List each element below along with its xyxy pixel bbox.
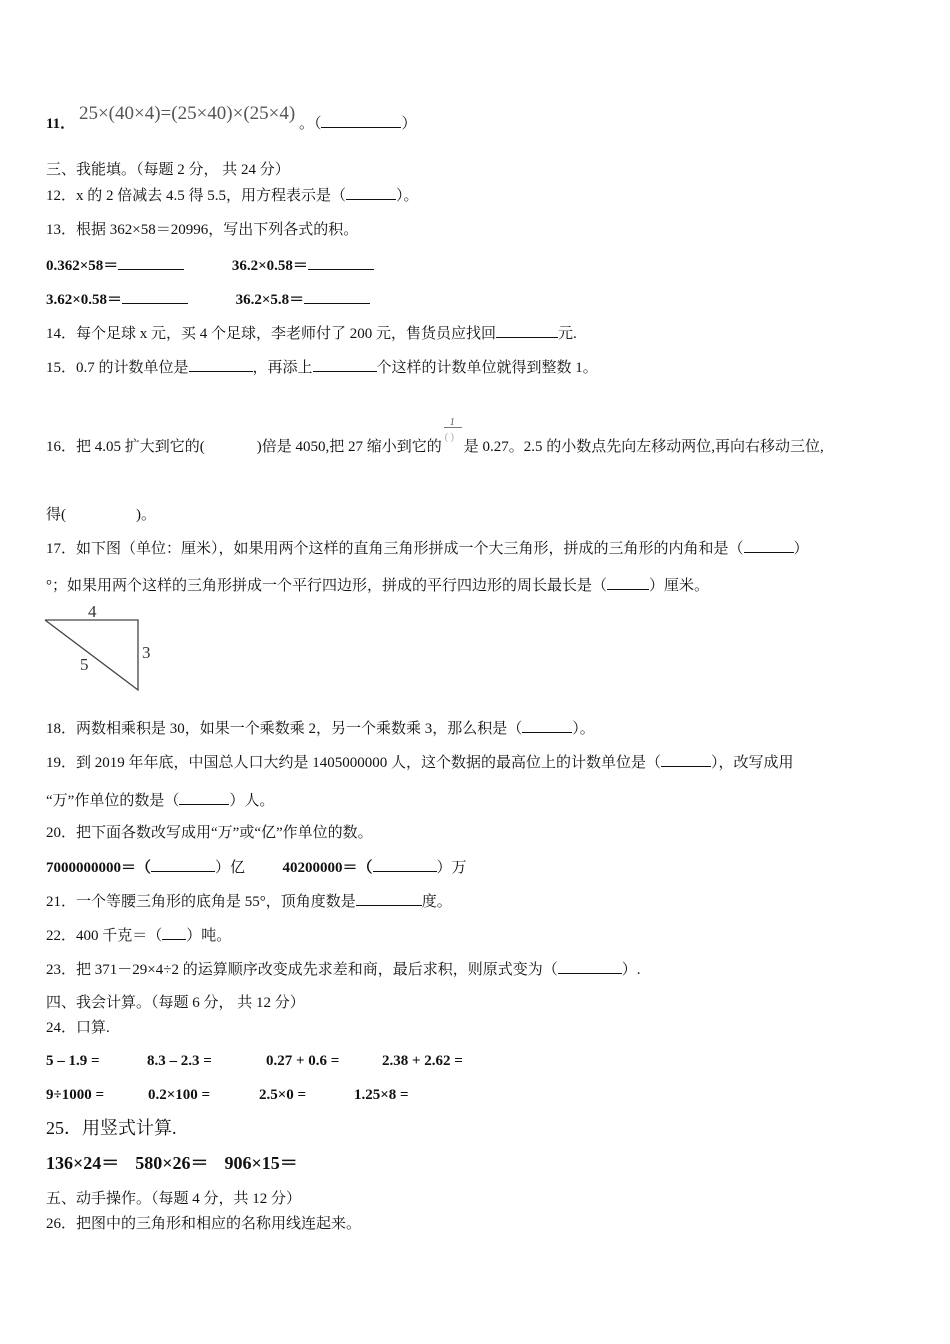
q17-blank-1[interactable] (744, 538, 794, 553)
q23-text: 23．把 371－29×4÷2 的运算顺序改变成先求差和商，最后求积，则原式变为（ (46, 962, 558, 978)
q24-row-2 (46, 1085, 409, 1105)
q20-a-pre: 7000000000＝（ (46, 860, 152, 876)
q25-row (46, 1153, 298, 1173)
q13-item-2: 36.2×0.58＝ (231, 258, 308, 274)
q11-answer-blank[interactable] (321, 113, 401, 128)
question-26: 26．把图中的三角形和相应的名称用线连起来。 (46, 1216, 362, 1232)
q13-item-1: 0.362×58＝ (46, 258, 119, 274)
q21-text: 21．一个等腰三角形的底角是 55°，顶角度数是 (46, 894, 356, 910)
q11-suffix: 。（ (298, 116, 322, 132)
q16-part-3: 是 0.27。2.5 的小数点先向左移动两位,再向右移动三位, (463, 439, 824, 455)
q11-number: 11． (46, 116, 76, 132)
section-5-heading: 五、动手操作。（每题 4 分，共 12 分） (46, 1191, 302, 1207)
q22-text: 22．400 千克＝（ (46, 928, 163, 944)
q19-mid: ），改写成用 (711, 755, 794, 771)
triangle-label-top: 4 (88, 602, 97, 621)
q12-answer-blank[interactable] (346, 185, 396, 200)
q13-blank-4[interactable] (304, 289, 370, 304)
q17-line2-b: ）厘米。 (649, 578, 710, 594)
q17-blank-2[interactable] (607, 575, 649, 590)
q13-item-3: 3.62×0.58＝ (46, 292, 123, 308)
q15-text: 15．0.7 的计数单位是 (46, 360, 189, 376)
q24-item-2: 8.3 – 2.3 = (147, 1053, 212, 1069)
q16-line2-a: 得( (46, 507, 66, 523)
q20-blank-b[interactable] (373, 857, 437, 872)
q13-blank-2[interactable] (308, 255, 374, 270)
q19-line2-b: ）人。 (229, 793, 275, 809)
question-20: 20．把下面各数改写成用“万”或“亿”作单位的数。 (46, 825, 373, 841)
q23-answer-blank[interactable] (558, 959, 622, 974)
q24-item-5: 9÷1000 = (46, 1087, 105, 1103)
q16-line-2 (46, 505, 156, 525)
question-21 (46, 891, 452, 912)
q13-blank-1[interactable] (118, 255, 184, 270)
question-15 (46, 357, 598, 378)
q24-item-4: 2.38 + 2.62 = (382, 1053, 463, 1069)
q24-item-7: 2.5×0 = (259, 1087, 307, 1103)
q22-end: ）吨。 (186, 928, 232, 944)
q17-line1-end: ） (793, 541, 809, 557)
question-13: 13．根据 362×58＝20996，写出下列各式的积。 (46, 222, 359, 238)
right-triangle-figure (40, 600, 170, 700)
q19-line-2 (46, 790, 274, 811)
q19-blank-1[interactable] (661, 752, 711, 767)
q21-end: 度。 (421, 894, 452, 910)
q11-equation: 25×(40×4)=(25×40)×(25×4) (78, 103, 296, 124)
fraction-numerator: 1 (449, 417, 455, 428)
question-24: 24．口算. (46, 1020, 110, 1036)
q24-item-3: 0.27 + 0.6 = (266, 1053, 340, 1069)
q13-row-2 (46, 289, 370, 310)
question-16 (46, 417, 824, 457)
triangle-label-right: 3 (142, 643, 151, 662)
section-3-heading: 三、我能填。（每题 2 分， 共 24 分） (46, 162, 290, 178)
q19-text: 19．到 2019 年年底，中国总人口大约是 1405000000 人，这个数据的最高位上的计数单位是（ (46, 755, 662, 771)
question-12 (46, 185, 419, 206)
q25-item-2: 580×26＝ (135, 1153, 209, 1173)
q25-item-1: 136×24＝ (46, 1153, 120, 1173)
q21-answer-blank[interactable] (356, 891, 422, 906)
q18-text: 18．两数相乘积是 30，如果一个乘数乘 2，另一个乘数乘 3，那么积是（ (46, 721, 523, 737)
q19-line2-a: “万”作单位的数是（ (46, 793, 180, 809)
q24-item-1: 5 – 1.9 = (46, 1053, 100, 1069)
q11-end: ） (401, 116, 417, 132)
q13-blank-3[interactable] (122, 289, 188, 304)
q14-end: 元. (558, 326, 577, 342)
question-22 (46, 925, 231, 946)
q18-answer-blank[interactable] (522, 718, 572, 733)
q17-line-2 (46, 575, 709, 596)
q25-item-3: 906×15＝ (224, 1153, 298, 1173)
q12-end: ）。 (396, 188, 419, 204)
q14-text: 14．每个足球 x 元，买 4 个足球，李老师付了 200 元，售货员应找回 (46, 326, 497, 342)
q17-line2-a: °；如果用两个这样的三角形拼成一个平行四边形，拼成的平行四边形的周长最长是（ (46, 578, 608, 594)
q13-item-4: 36.2×5.8＝ (235, 292, 305, 308)
q20-a-post: ）亿 (215, 860, 246, 876)
q20-blank-a[interactable] (151, 857, 215, 872)
q23-end: ）. (621, 962, 641, 978)
q20-row (46, 857, 467, 878)
q24-item-8: 1.25×8 = (354, 1087, 409, 1103)
q15-blank-1[interactable] (189, 357, 253, 372)
section-4-heading: 四、我会计算。（每题 6 分， 共 12 分） (46, 995, 305, 1011)
question-18 (46, 718, 595, 739)
q16-line2-b: )。 (136, 507, 156, 523)
fraction-denominator[interactable]: ( ) (444, 432, 454, 443)
question-14 (46, 323, 577, 344)
q18-end: ）。 (572, 721, 595, 737)
q13-row-1 (46, 255, 374, 276)
q15-end: 个这样的计数单位就得到整数 1。 (376, 360, 598, 376)
q16-part-1: 16．把 4.05 扩大到它的( (46, 439, 205, 455)
question-19 (46, 752, 794, 773)
q17-line-1: 17．如下图（单位：厘米），如果用两个这样的直角三角形拼成一个大三角形，拼成的三角形的内角和是（ (46, 541, 744, 557)
question-25: 25．用竖式计算. (46, 1118, 177, 1138)
q24-row-1 (46, 1051, 463, 1071)
q22-answer-blank[interactable] (162, 925, 186, 940)
q20-b-post: ）万 (436, 860, 467, 876)
q16-part-2: )倍是 4050,把 27 缩小到它的 (256, 439, 442, 455)
q15-mid: ，再添上 (252, 360, 313, 376)
q15-blank-2[interactable] (313, 357, 377, 372)
question-17 (46, 538, 809, 559)
q20-b-pre: 40200000＝（ (282, 860, 373, 876)
fraction-icon (442, 413, 464, 447)
question-23 (46, 959, 640, 980)
q14-answer-blank[interactable] (496, 323, 558, 338)
q24-item-6: 0.2×100 = (148, 1087, 211, 1103)
triangle-label-hyp: 5 (80, 655, 89, 674)
question-11 (46, 103, 417, 134)
q19-blank-2[interactable] (179, 790, 229, 805)
q12-text: 12．x 的 2 倍减去 4.5 得 5.5，用方程表示是（ (46, 188, 347, 204)
